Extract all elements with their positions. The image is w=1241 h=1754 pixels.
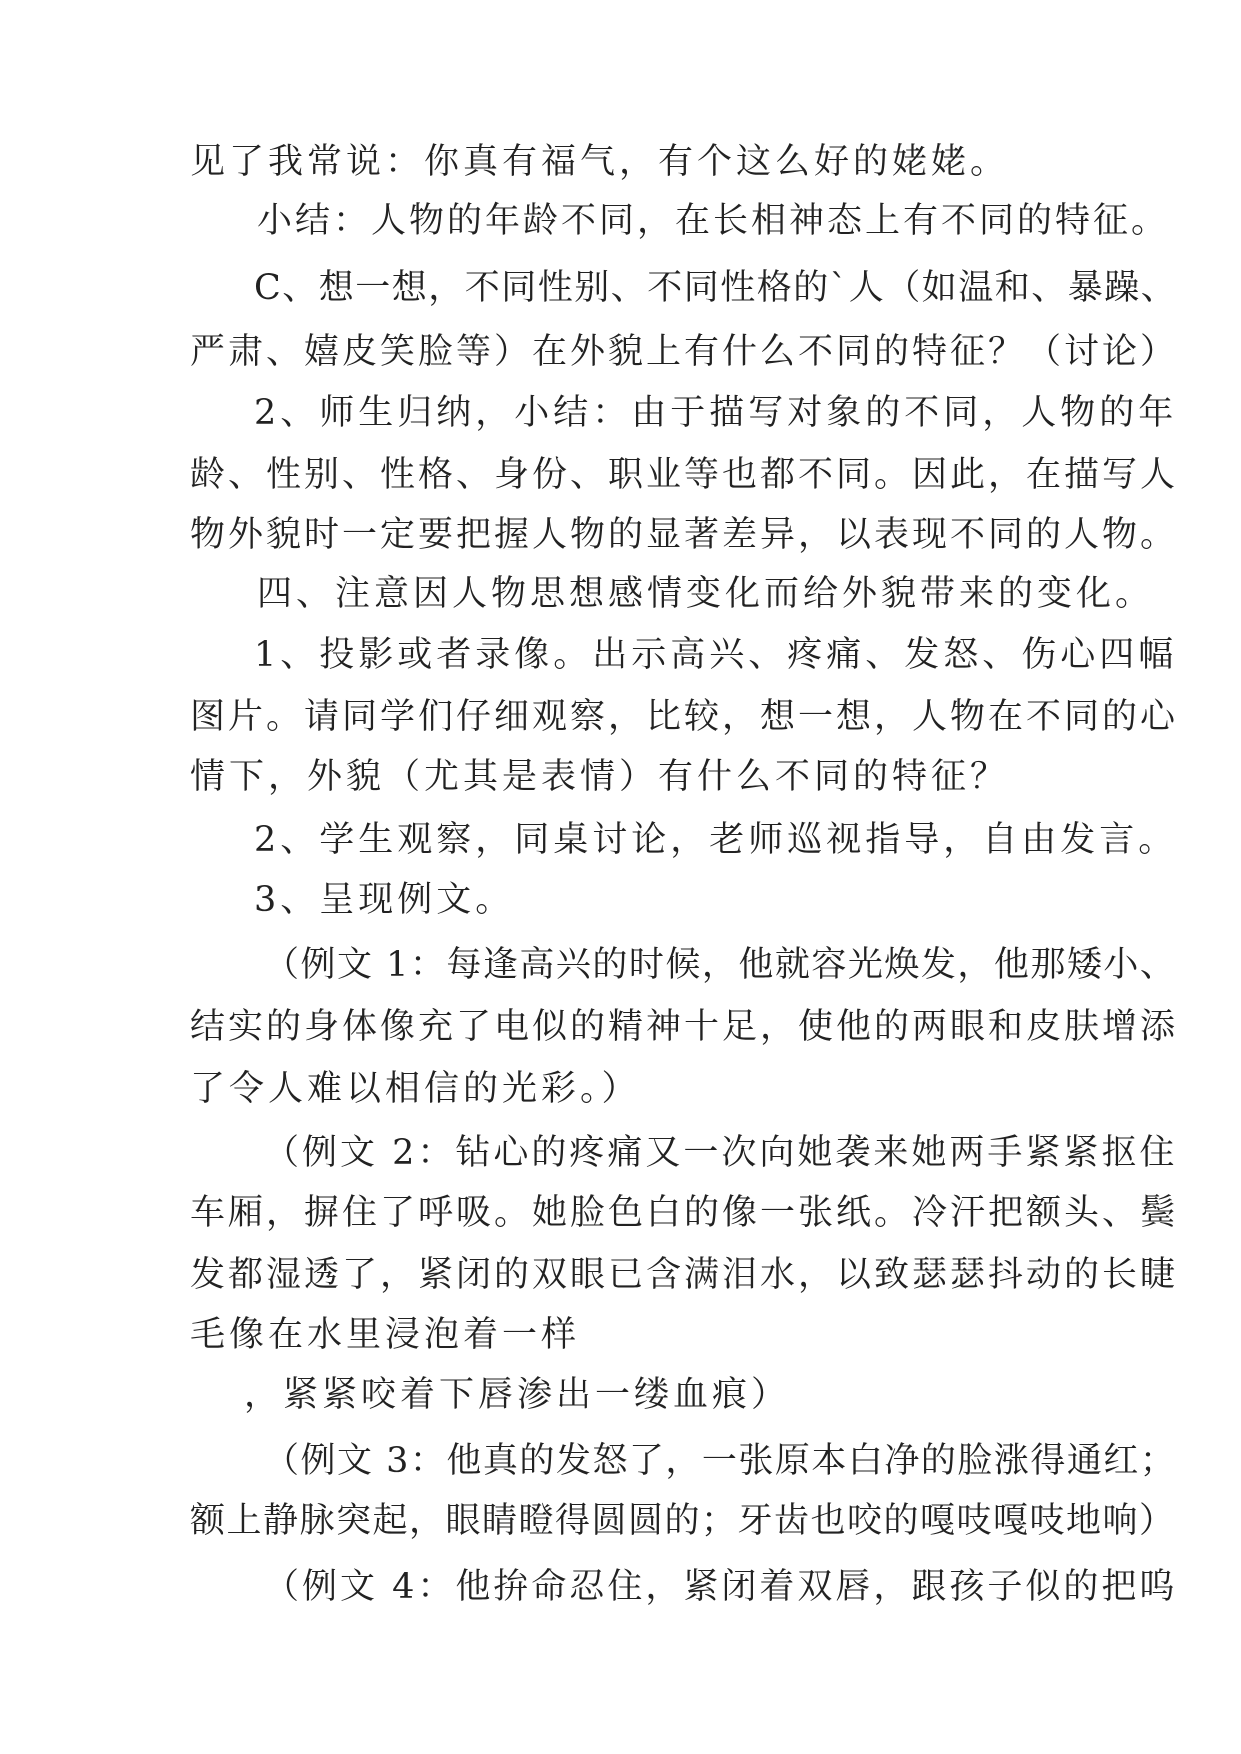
text-line: C、想一想，不同性别、不同性格的`人（如温和、暴躁、 xyxy=(254,268,1178,308)
text-line: 3、呈现例文。 xyxy=(254,880,515,920)
text-line: 了令人难以相信的光彩。） xyxy=(190,1069,641,1109)
text-line: 龄、性别、性格、身份、职业等也都不同。因此，在描写人 xyxy=(190,455,1179,495)
text-line: ，紧紧咬着下唇渗出一缕血痕） xyxy=(244,1375,791,1415)
text-line: （例文 4：他拚命忍住，紧闭着双唇，跟孩子似的把呜 xyxy=(264,1567,1178,1607)
text-line: 2、学生观察，同桌讨论，老师巡视指导，自由发言。 xyxy=(254,820,1178,860)
text-line: 发都湿透了，紧闭的双眼已含满泪水，以致瑟瑟抖动的长睫 xyxy=(190,1255,1179,1295)
text-line: 严肃、嬉皮笑脸等）在外貌上有什么不同的特征？（讨论） xyxy=(190,332,1179,372)
text-line: 车厢，摒住了呼吸。她脸色白的像一张纸。冷汗把额头、鬓 xyxy=(190,1193,1179,1233)
text-line: 1、投影或者录像。出示高兴、疼痛、发怒、伤心四幅 xyxy=(254,635,1178,675)
text-line: 结实的身体像充了电似的精神十足，使他的两眼和皮肤增添 xyxy=(190,1007,1179,1047)
text-line: （例文 3：他真的发怒了，一张原本白净的脸涨得通红； xyxy=(264,1441,1177,1481)
text-line: 小结：人物的年龄不同，在长相神态上有不同的特征。 xyxy=(257,201,1170,241)
text-line: （例文 2：钻心的疼痛又一次向她袭来她两手紧紧抠住 xyxy=(264,1133,1178,1173)
text-line: 见了我常说：你真有福气，有个这么好的姥姥。 xyxy=(190,142,1010,182)
text-line: 四、注意因人物思想感情变化而给外貌带来的变化。 xyxy=(257,574,1155,614)
text-line: 额上静脉突起，眼睛瞪得圆圆的；牙齿也咬的嘎吱嘎吱地响） xyxy=(190,1501,1176,1541)
text-line: 物外貌时一定要把握人物的显著差异，以表现不同的人物。 xyxy=(190,515,1179,555)
text-line: 情下，外貌（尤其是表情）有什么不同的特征？ xyxy=(190,757,1010,797)
text-line: 图片。请同学们仔细观察，比较，想一想，人物在不同的心 xyxy=(190,697,1179,737)
text-line: 2、师生归纳，小结：由于描写对象的不同，人物的年 xyxy=(254,393,1178,433)
text-line: 毛像在水里浸泡着一样 xyxy=(190,1315,581,1355)
text-line: （例文 1：每逢高兴的时候，他就容光焕发，他那矮小、 xyxy=(264,945,1177,985)
